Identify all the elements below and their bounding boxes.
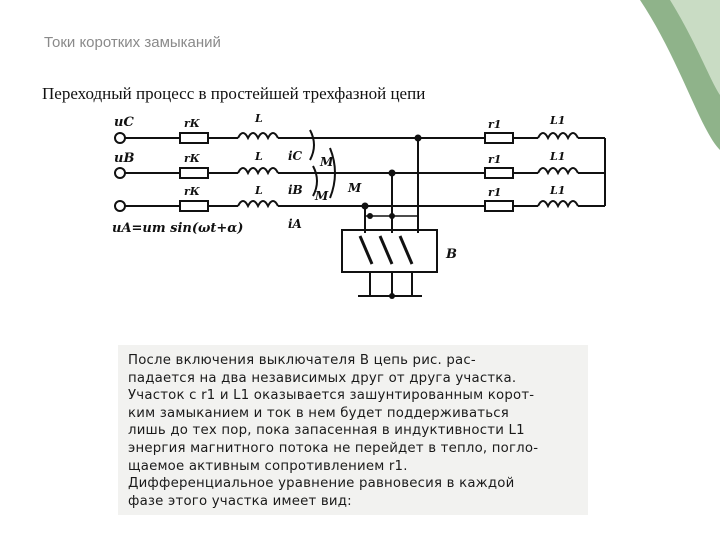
resistor-label-right-3: r1: [488, 186, 502, 199]
inductor-label-left-1: L: [255, 112, 263, 125]
inductor-label-left-3: L: [255, 184, 263, 197]
source-label-ua: uA=um sin(ωt+α): [112, 221, 244, 236]
inductor-label-right-2: L1: [550, 150, 566, 163]
inductor-label-right-3: L1: [550, 184, 566, 197]
mutual-label-1: M: [320, 155, 334, 169]
three-phase-circuit-diagram: [110, 108, 620, 308]
resistor-label-left-2: rК: [184, 152, 200, 165]
source-label-uc: uC: [114, 115, 134, 130]
text-line: Участок с r1 и L1 оказывается зашунтированным корот-: [128, 388, 535, 404]
current-label-a: iA: [288, 217, 302, 231]
text-line: падается на два независимых друг от друга участка.: [128, 370, 517, 386]
current-label-b: iB: [288, 183, 303, 197]
resistor-label-right-1: r1: [488, 118, 502, 131]
inductor-label-right-1: L1: [550, 114, 566, 127]
text-line: щаемое активным сопротивлением r1.: [128, 458, 408, 474]
current-label-c: iC: [288, 149, 303, 163]
resistor-label-right-2: r1: [488, 153, 502, 166]
slide-heading: Переходный процесс в простейшей трехфазной цепи: [42, 84, 426, 103]
resistor-label-left-1: rК: [184, 117, 200, 130]
slide-subtitle: Токи коротких замыканий: [44, 34, 221, 51]
text-line: энергия магнитного потока не перейдет в тепло, погло-: [128, 440, 539, 456]
source-label-ub: uB: [114, 151, 135, 166]
mutual-label-3: M: [348, 181, 362, 195]
resistor-label-left-3: rК: [184, 185, 200, 198]
text-line: фазе этого участка имеет вид:: [128, 493, 352, 509]
switch-label: B: [446, 247, 457, 262]
text-line: Дифференциальное уравнение равновесия в каждой: [128, 476, 515, 492]
text-line: После включения выключателя B цепь рис. рас-: [128, 353, 476, 368]
text-line: лишь до тех пор, пока запасенная в индуктивности L1: [128, 423, 525, 439]
text-line: ким замыканием и ток в нем будет поддерживаться: [128, 405, 509, 421]
description-paragraph: [128, 352, 588, 510]
inductor-label-left-2: L: [255, 150, 263, 163]
mutual-label-2: M: [315, 189, 329, 203]
